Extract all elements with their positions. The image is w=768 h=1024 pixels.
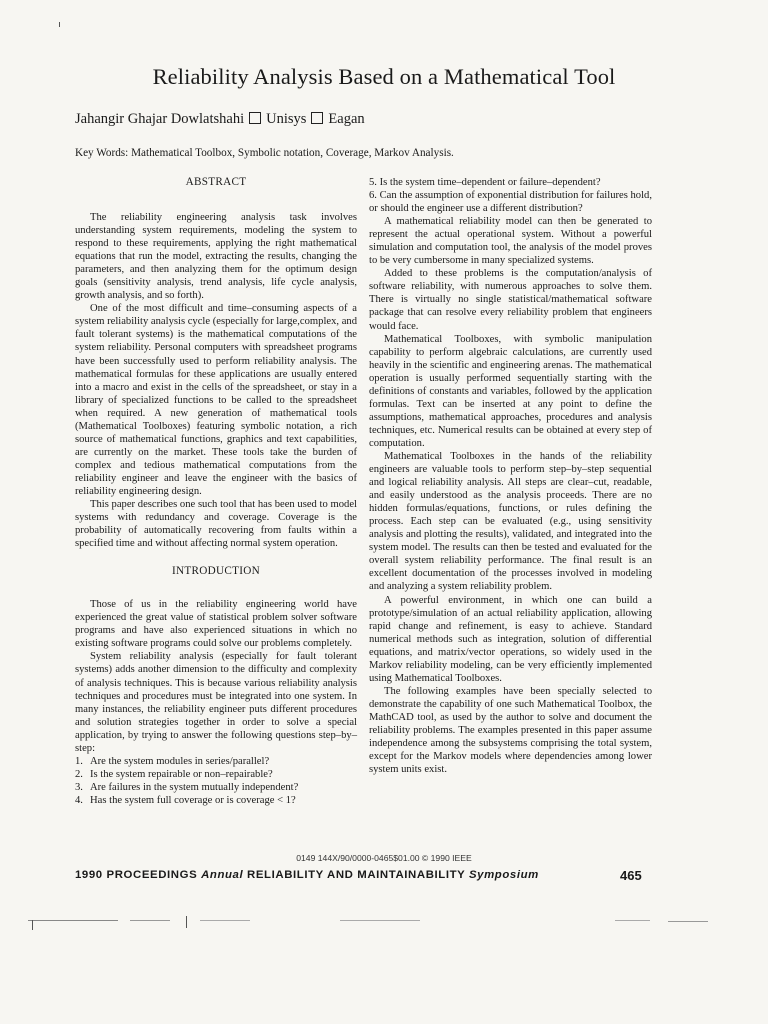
question-list: [75, 755, 357, 807]
scan-mark: [668, 921, 708, 922]
question-item: [75, 794, 357, 807]
scan-mark: [28, 920, 118, 921]
footer-year: 1990 PROCEEDINGS: [75, 869, 198, 881]
abstract-heading: ABSTRACT: [185, 176, 247, 188]
proceedings-footer: [75, 869, 643, 881]
body-paragraph: A powerful environment, in which one can build a prototype/simulation of an actual reliability application, allowing rapid change and refinement, is easy to achieve. Standard numerical methods such as integration, solution of differential equations, and matrix/vector operations, so widely used in the Markov reliability modeling, can be very efficiently implemented using Mathematical Toolboxes.: [369, 594, 652, 684]
author-line: [75, 111, 365, 128]
body-paragraph: A mathematical reliability model can then be generated to represent the actual operational system. Without a powerful simulation and computation tool, the analysis of the model proves to be very cumbersome in many specialized systems.: [369, 216, 652, 267]
author-affiliation: Unisys: [266, 111, 307, 127]
question-item: [75, 768, 357, 781]
question-item: 5. Is the system time–dependent or failure–dependent?: [369, 177, 601, 188]
left-column: [75, 176, 357, 807]
intro-paragraph: System reliability analysis (especially for fault tolerant systems) adds another dimension to the difficulty and complexity of analysis techniques. This is because various reliability analysis techniques and procedures must be integrated into one system. In many instances, the reliability engineer puts different procedures and solution strategies together in order to solve a special application, by trying to answer the following questions step–by–step:: [75, 651, 357, 754]
question-number: 3.: [75, 781, 83, 793]
separator-box-icon: [249, 112, 261, 124]
question-text: Has the system full coverage or is coverage < 1?: [90, 794, 296, 806]
question-item: 6. Can the assumption of exponential distribution for failures hold, or should the engineer use a different distribution?: [369, 190, 652, 215]
paper-title: Reliability Analysis Based on a Mathematical Tool: [152, 64, 616, 89]
scan-mark: [200, 920, 250, 921]
question-number: 2.: [75, 768, 83, 780]
intro-paragraph: Those of us in the reliability engineering world have experienced the great value of statistical problem solver software programs and have also experienced situations in which no existing software programs could solve our problems completely.: [75, 599, 357, 650]
footer-symposium: Symposium: [468, 869, 539, 881]
copyright-line: 0149 144X/90/0000-0465$01.00 © 1990 IEEE: [296, 853, 472, 863]
scan-mark: [59, 22, 60, 27]
scan-mark: [32, 920, 33, 930]
scan-mark: [130, 920, 170, 921]
keywords: Key Words: Mathematical Toolbox, Symbolic notation, Coverage, Markov Analysis.: [75, 147, 454, 159]
abstract-paragraph: One of the most difficult and time–consuming aspects of a system reliability analysis cycle (especially for large,complex, and fault tolerant systems) is the mathematical computations of the system reliability. Personal computers with spreadsheet programs have been successfully used to perform reliability analysis. The mathematical formulas for these applications are usually entered into a macro and exist in the cells of the spreadsheet, or stay in a library of specialized functions to be called to the spreadsheet when required. A new generation of mathematical tools (Mathematical Toolboxes) featuring symbolic notation, a rich source of mathematical functions, graphics and text capabilities, are currently on the market. These tools take the burden of complex and tedious mathematical computations from the reliability engineer and leave the engineer with the basics of reliability engineering design.: [75, 303, 357, 497]
body-paragraph: Added to these problems is the computation/analysis of software reliability, with numerous approaches to solve them. There is virtually no single statistical/mathematical software package that can resolve every reliability problem that engineers would face.: [369, 268, 652, 332]
question-item: [75, 755, 357, 768]
introduction-heading: INTRODUCTION: [171, 565, 261, 578]
scan-mark: [186, 916, 187, 928]
page-number: 465: [620, 868, 642, 883]
scan-mark: [340, 920, 420, 921]
body-paragraph: The following examples have been specially selected to demonstrate the capability of one such Mathematical Toolbox, the MathCAD tool, as used by the author to solve and document the reliability problems. The examples presented in this paper assume independence among the subsystems comprising the total system, except for the Markov models where dependencies among lower system units exist.: [369, 685, 652, 776]
question-text: Is the system repairable or non–repairable?: [90, 768, 273, 780]
footer-annual: Annual: [201, 869, 244, 881]
scan-mark: [615, 920, 650, 921]
question-text: Are failures in the system mutually independent?: [90, 781, 299, 793]
author-location: Eagan: [328, 111, 365, 127]
footer-title: RELIABILITY AND MAINTAINABILITY: [247, 869, 466, 881]
abstract-paragraph: This paper describes one such tool that has been used to model systems with redundancy and coverage. Coverage is the probability of automatically recovering from faults within a specified time and without affecting normal system operation.: [75, 499, 357, 550]
author-name: Jahangir Ghajar Dowlatshahi: [75, 111, 245, 127]
question-number: 1.: [75, 755, 83, 767]
abstract-paragraph: The reliability engineering analysis task involves understanding system requirements, modeling the system to respond to these requirements, applying the right mathematical equations that run the model, extracting the results, changing the parameters, and then analyzing them for the optimum design goals (sensitivity analysis, trend analysis, life cycle analysis, growth analysis, and so forth).: [75, 212, 357, 302]
question-item: [75, 781, 357, 794]
right-column: [369, 176, 652, 776]
question-number: 4.: [75, 794, 83, 806]
body-paragraph: Mathematical Toolboxes, with symbolic manipulation capability to perform algebraic calculations, are currently used heavily in the scientific and engineering arenas. The mathematical operation is usually performed sequentially starting with the definitions of constants and variables, followed by the application formulas. Text can be inserted at any point to define the assumptions, mathematical approaches, procedures and analysis techniques, etc. Numerical results can be obtained at every step of computation.: [369, 333, 652, 449]
question-text: Are the system modules in series/parallel?: [90, 755, 270, 767]
body-paragraph: Mathematical Toolboxes in the hands of the reliability engineers are valuable tools to perform step–by–step sequential and logical reliability analysis. All steps are clear–cut, readable, and easily understood as the analysis proceeds. There are no hidden formulas/equations, functions, or rules defining the process. Each step can be evaluated (e.g., using sensitivity analysis and plotting the results), validated, and integrated into the system model. The results can then be tested and evaluated for the overall system reliability performance. The final result is an excellent documentation of the processes involved in modeling and analyzing a system reliability problem.: [369, 450, 652, 593]
separator-box-icon: [311, 112, 323, 124]
